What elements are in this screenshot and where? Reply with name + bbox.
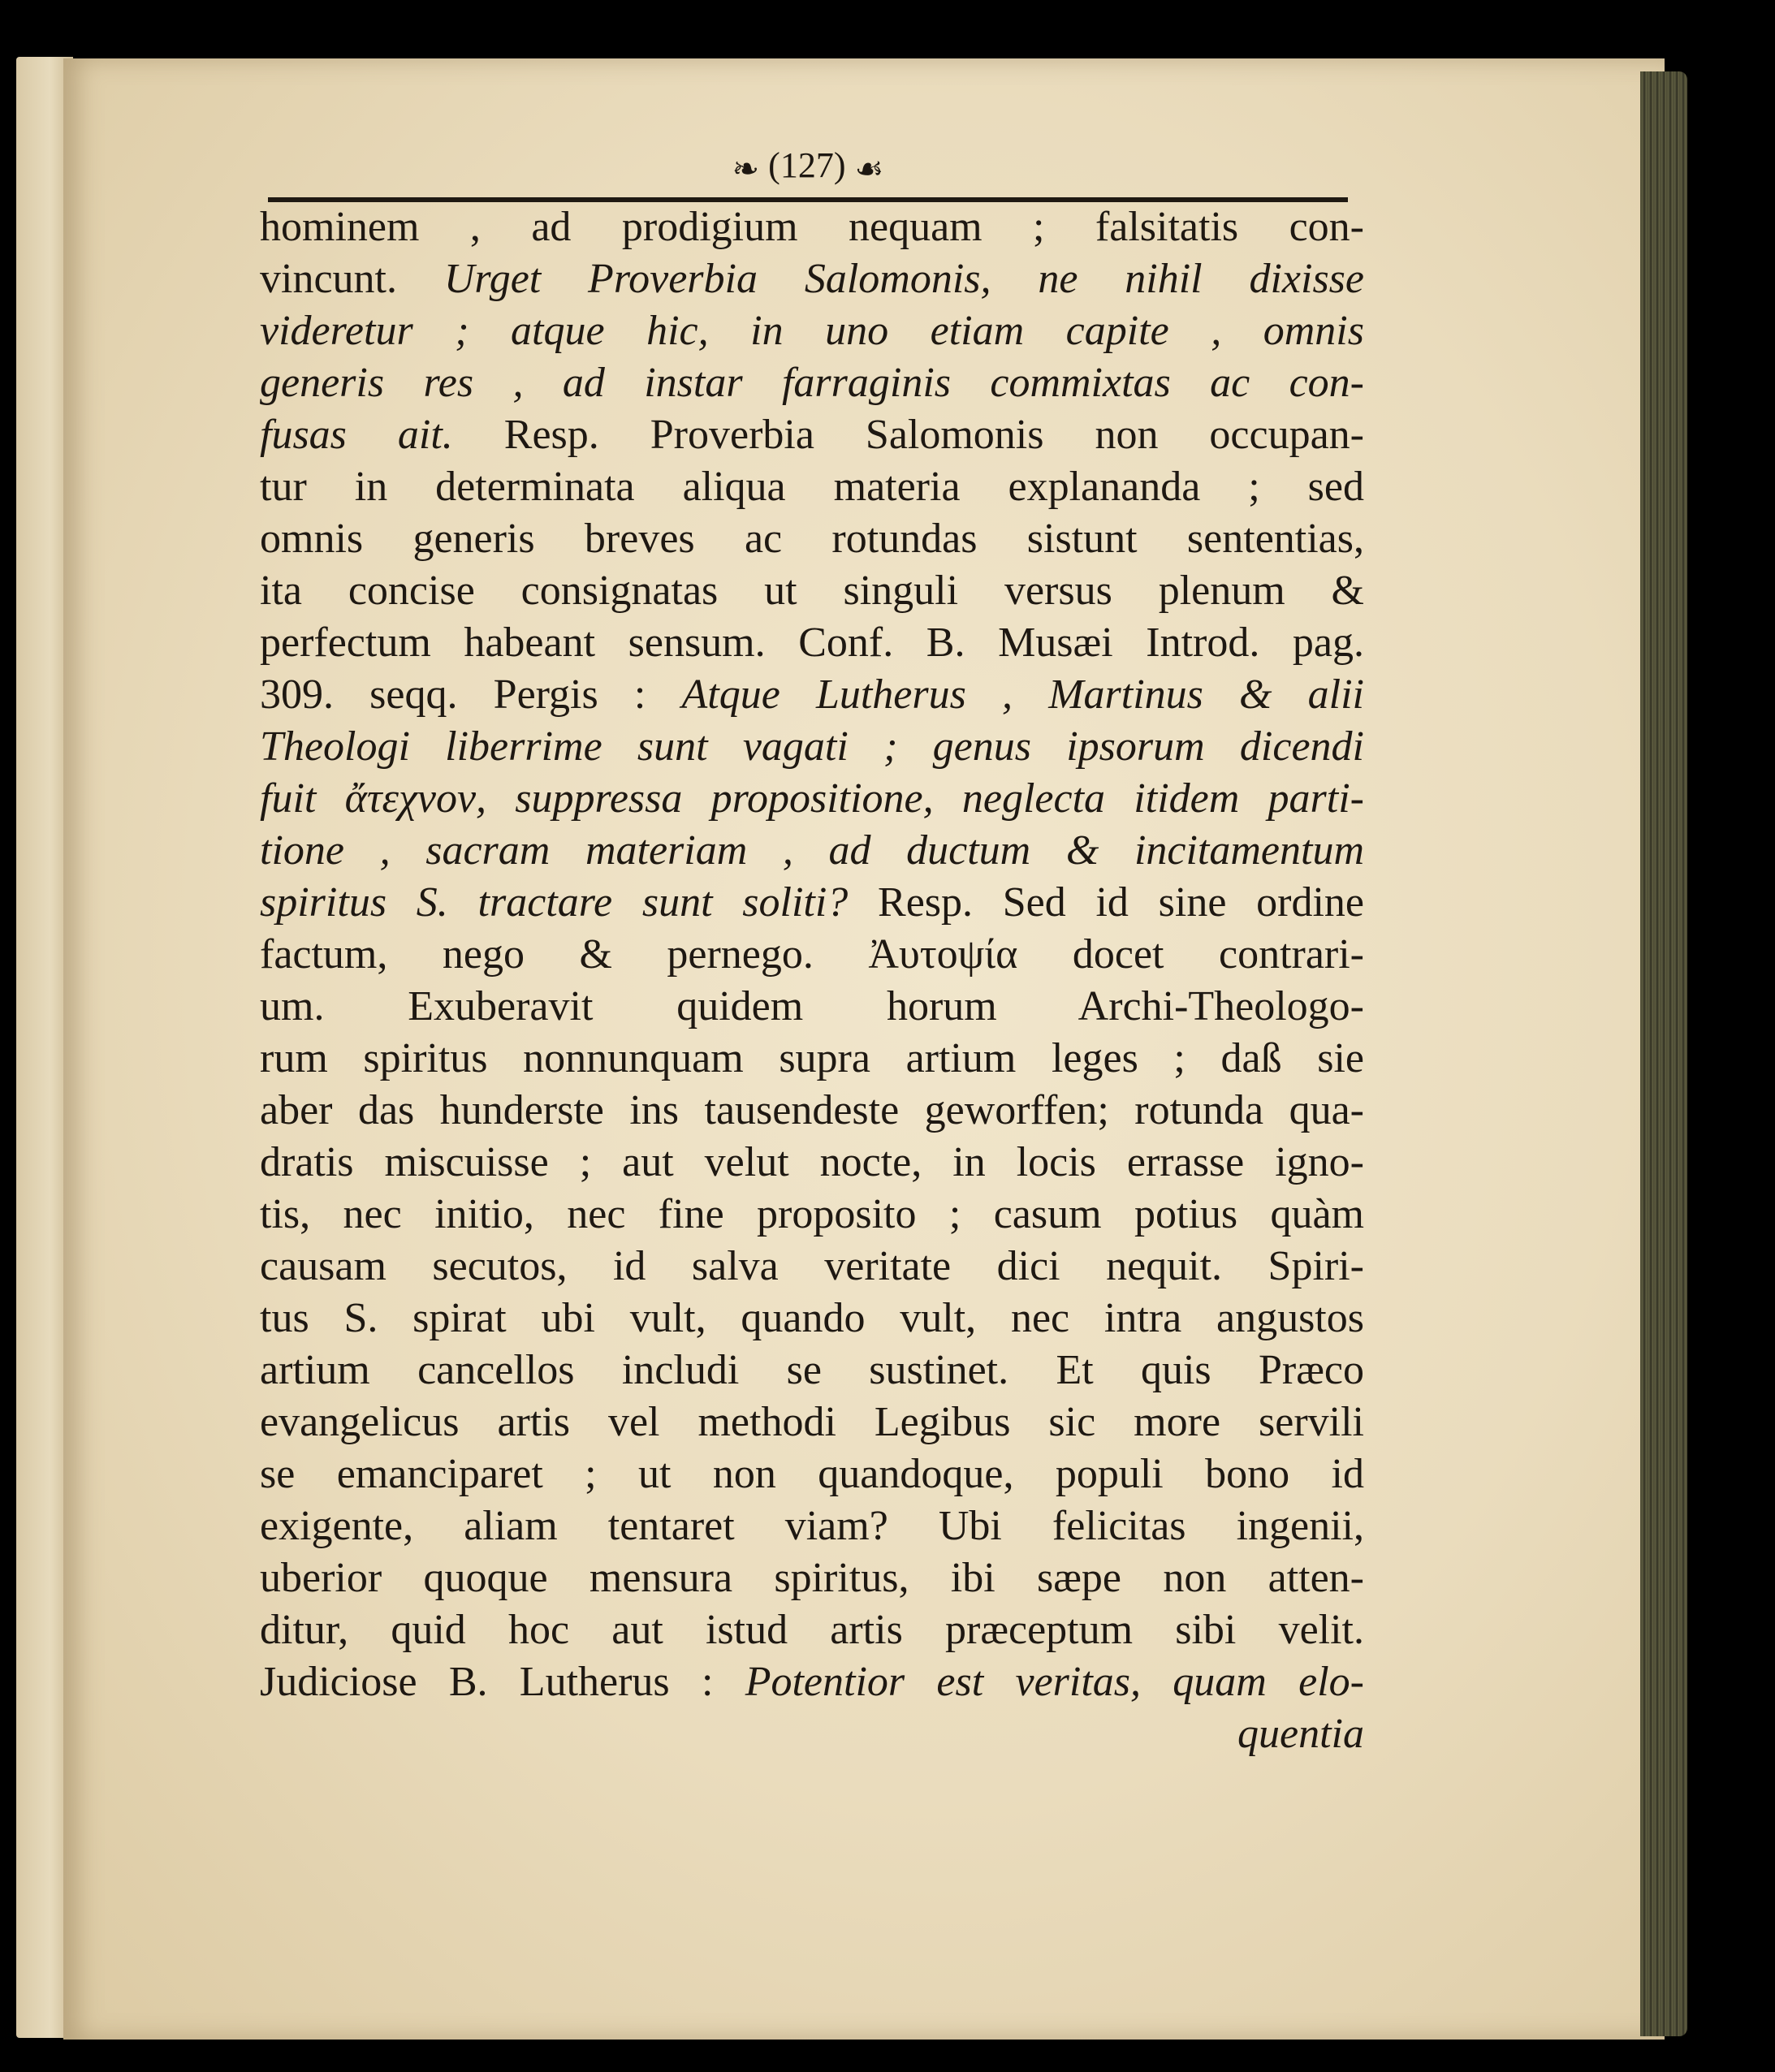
text-line: [260, 1604, 1364, 1656]
roman-run: perfectum habeant sensum. Conf. B. Musæi Introd. pag.: [260, 619, 1364, 666]
roman-run: Resp. Sed id sine ordine: [848, 879, 1364, 926]
text-line: [260, 461, 1364, 513]
text-line: [260, 1085, 1364, 1137]
text-line: [260, 253, 1364, 305]
roman-run: tus S. spirat ubi vult, quando vult, nec intra angustos: [260, 1295, 1364, 1341]
italic-run: spiritus S. tractare sunt soliti?: [260, 879, 849, 926]
text-line: [260, 981, 1364, 1033]
italic-run: Potentior est veritas, quam elo-: [745, 1659, 1364, 1705]
roman-run: 309. seqq. Pergis :: [260, 671, 682, 718]
text-line: [260, 1396, 1364, 1448]
text-line: [260, 409, 1364, 461]
roman-run: rum spiritus nonnunquam supra artium leges ; daß sie: [260, 1035, 1364, 1081]
italic-run: fusas ait.: [260, 412, 453, 458]
text-line: [260, 1656, 1364, 1708]
roman-run: hominem , ad prodigium nequam ; falsitatis con-: [260, 204, 1364, 250]
roman-run: se emanciparet ; ut non quandoque, populi bono id: [260, 1451, 1364, 1497]
text-line: [260, 565, 1364, 617]
printer-ornament-right: ☙: [854, 150, 884, 188]
text-line: [260, 721, 1364, 773]
text-line: [260, 773, 1364, 825]
italic-run: fuit ἄτεχνον, suppressa propositione, neglecta itidem parti-: [260, 775, 1364, 822]
roman-run: dratis miscuisse ; aut velut nocte, in locis errasse igno-: [260, 1139, 1364, 1185]
text-line: [260, 201, 1364, 253]
roman-run: ita concise consignatas ut singuli versus plenum &: [260, 568, 1364, 614]
text-line: [260, 929, 1364, 981]
roman-run: causam secutos, id salva veritate dici nequit. Spiri-: [260, 1243, 1364, 1289]
italic-run: Theologi liberrime sunt vagati ; genus ipsorum dicendi: [260, 723, 1364, 770]
text-line: [260, 1137, 1364, 1189]
catchword: [260, 1708, 1364, 1760]
text-line: [260, 305, 1364, 357]
italic-run: videretur ; atque hic, in uno etiam capite , omnis: [260, 308, 1364, 354]
roman-run: ditur, quid hoc aut istud artis præceptum sibi velit.: [260, 1607, 1364, 1653]
roman-run: vincunt.: [260, 256, 444, 302]
roman-run: evangelicus artis vel methodi Legibus sic more servili: [260, 1399, 1364, 1445]
printer-ornament-left: ❧: [732, 150, 760, 188]
text-line: [260, 513, 1364, 565]
page-stack-edge: [1640, 71, 1687, 2036]
italic-run: tione , sacram materiam , ad ductum & incitamentum: [260, 827, 1364, 874]
roman-run: exigente, aliam tentaret viam? Ubi felicitas ingenii,: [260, 1503, 1364, 1549]
text-line: [260, 1448, 1364, 1500]
text-line: [260, 1189, 1364, 1241]
text-line: [260, 1241, 1364, 1293]
roman-run: aber das hunderste ins tausendeste geworffen; rotunda qua-: [260, 1087, 1364, 1133]
page-header: [268, 145, 1348, 193]
roman-run: factum, nego & pernego. Ἀυτοψία docet contrari-: [260, 931, 1364, 978]
roman-run: uberior quoque mensura spiritus, ibi sæpe non atten-: [260, 1555, 1364, 1601]
roman-run: Judiciose B. Lutherus :: [260, 1659, 745, 1705]
body-text: [260, 201, 1364, 1760]
italic-run: Atque Lutherus , Martinus & alii: [681, 671, 1364, 718]
page-number: (127): [768, 145, 846, 185]
text-line: [260, 877, 1364, 929]
roman-run: omnis generis breves ac rotundas sistunt sententias,: [260, 516, 1364, 562]
roman-run: Resp. Proverbia Salomonis non occupan-: [452, 412, 1364, 458]
text-line: [260, 669, 1364, 721]
text-line: [260, 617, 1364, 669]
text-line: [260, 1552, 1364, 1604]
roman-run: tur in determinata aliqua materia explananda ; sed: [260, 464, 1364, 510]
catchword-text: quentia: [1237, 1711, 1364, 1757]
roman-run: artium cancellos includi se sustinet. Et quis Præco: [260, 1347, 1364, 1393]
text-line: [260, 357, 1364, 409]
italic-run: generis res , ad instar farraginis commixtas ac con-: [260, 360, 1364, 406]
text-line: [260, 1500, 1364, 1552]
text-line: [260, 1293, 1364, 1345]
roman-run: um. Exuberavit quidem horum Archi-Theologo-: [260, 983, 1364, 1030]
text-line: [260, 1033, 1364, 1085]
italic-run: Urget Proverbia Salomonis, ne nihil dixisse: [443, 256, 1364, 302]
text-line: [260, 825, 1364, 877]
text-line: [260, 1345, 1364, 1396]
roman-run: tis, nec initio, nec fine proposito ; casum potius quàm: [260, 1191, 1364, 1237]
